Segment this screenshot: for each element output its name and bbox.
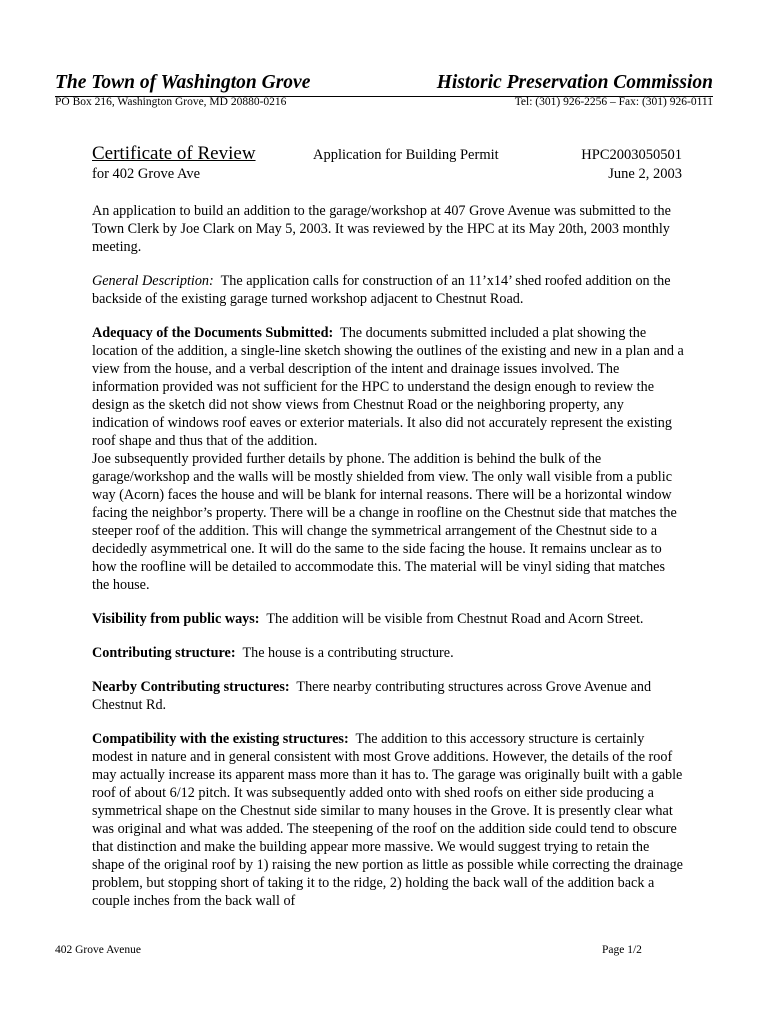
compatibility-paragraph	[92, 730, 684, 910]
footer-address: 402 Grove Avenue	[55, 944, 142, 956]
mailing-address: PO Box 216, Washington Grove, MD 20880-0216	[55, 96, 287, 108]
contributing-paragraph	[92, 644, 684, 662]
property-address: for 402 Grove Ave	[92, 166, 201, 182]
page-number: Page 1/2	[602, 944, 642, 956]
commission-title: Historic Preservation Commission	[436, 72, 713, 93]
general-description-label: General Description:	[92, 273, 214, 289]
visibility-text: The addition will be visible from Chestnut Road and Acorn Street.	[266, 611, 644, 627]
review-date: June 2, 2003	[608, 166, 682, 182]
adequacy-text: The documents submitted included a plat showing the location of the addition, a single-line sketch showing the outlines of the existing and new in a plan and a view from the house, and a verbal description of the intent and drainage issues involved. The information provided was not sufficient for the HPC to understand the design enough to review the design as the sketch did not show views from Chestnut Road or the neighboring property, any indication of windows roof eaves or exterior materials. It also did not accurately represent the existing roof shape and thus that of the addition.	[92, 325, 684, 449]
case-number: HPC2003050501	[581, 147, 682, 163]
general-description-paragraph	[92, 272, 684, 308]
certificate-title: Certificate of Review	[92, 143, 256, 164]
intro-paragraph: An application to build an addition to the garage/workshop at 407 Grove Avenue was submitted to the Town Clerk by Joe Clark on May 5, 2003. It was reviewed by the HPC at its May 20th, 2003 monthly meeting.	[92, 203, 671, 255]
nearby-label: Nearby Contributing structures:	[92, 679, 290, 695]
nearby-text: There nearby contributing structures across Grove Avenue and Chestnut Rd.	[92, 679, 652, 713]
phone-fax: Tel: (301) 926-2256 – Fax: (301) 926-0111	[514, 96, 713, 108]
town-title: The Town of Washington Grove	[55, 72, 311, 93]
visibility-label: Visibility from public ways:	[92, 611, 260, 627]
contributing-label: Contributing structure:	[92, 645, 236, 661]
nearby-paragraph	[92, 678, 684, 714]
adequacy-paragraph	[92, 324, 684, 594]
contributing-text: The house is a contributing structure.	[242, 645, 454, 661]
application-type: Application for Building Permit	[313, 147, 499, 163]
compatibility-label: Compatibility with the existing structures:	[92, 731, 349, 747]
adequacy-label: Adequacy of the Documents Submitted:	[92, 325, 334, 341]
document-body	[92, 202, 684, 926]
compatibility-text: The addition to this accessory structure is certainly modest in nature and in general consistent with most Grove additions. However, the details of the roof may actually increase its apparent mass more than it has to. The garage was originally built with a gable roof of about 6/12 pitch. It was subsequently added onto with shed roofs on either side producing a symmetrical shape on the Chestnut side similar to many houses in the Grove. It is presently clear what was original and what was added. The steepening of the roof on the addition side could tend to obscure that distinction and make the building appear more massive. We would suggest trying to retain the shape of the original roof by 1) raising the new portion as little as possible while correcting the drainage problem, but stopping short of taking it to the ridge, 2) holding the back wall of the addition back a couple inches from the back wall of	[92, 731, 683, 909]
adequacy-text-continued: Joe subsequently provided further details by phone. The addition is behind the bulk of the garage/workshop and the walls will be mostly shielded from view. The only wall visible from a public way (Acorn) faces the house and will be blank for internal reasons. There will be a horizontal window facing the neighbor’s property. There will be a change in roofline on the Chestnut side that matches the steeper roof of the addition. This will change the symmetrical arrangement of the Chestnut side to a decidedly asymmetrical one. It will do the same to the side facing the house. It remains unclear as to how the roofline will be detailed to accommodate this. The material will be vinyl siding that matches the house.	[92, 451, 677, 593]
general-description-text: The application calls for construction of an 11’x14’ shed roofed addition on the backside of the existing garage turned workshop adjacent to Chestnut Road.	[92, 273, 671, 307]
visibility-paragraph	[92, 610, 684, 628]
